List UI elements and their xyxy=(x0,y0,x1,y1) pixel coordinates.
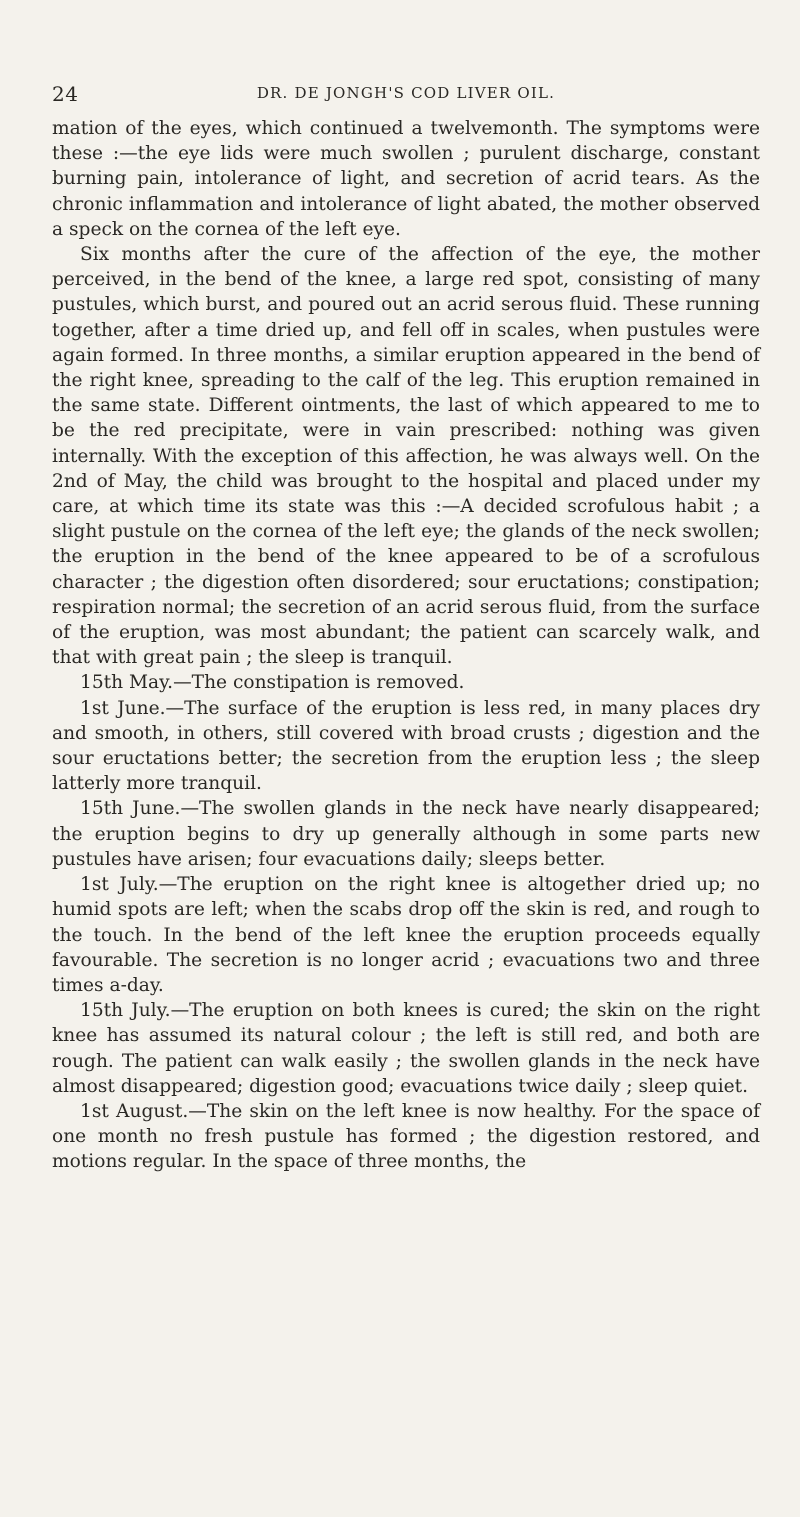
page-number: 24 xyxy=(52,82,79,106)
paragraph: 15th May.—The constipation is removed. xyxy=(80,672,465,694)
running-head: DR. DE JONGH'S COD LIVER OIL. xyxy=(256,84,556,102)
body-text xyxy=(52,116,760,1175)
book-page xyxy=(0,82,800,1517)
paragraph: 1st August.—The skin on the left knee is now healthy. For the space of one month no fresh pustule has formed ; the digestion restored, and motions regular. In the space of three months, the xyxy=(52,1100,760,1173)
paragraph: 15th June.—The swollen glands in the neck have nearly disappeared; the eruption begins to dry up generally although in some parts new pustules have arisen; four evacuations daily; sleeps better. xyxy=(52,798,760,870)
paragraph: mation of the eyes, which continued a twelvemonth. The symptoms were these :—the eye lids were much swollen ; purulent discharge, constant burning pain, intolerance of light, and secretion of acrid tears. As the chronic inflammation and intolerance of light abated, the mother observed a speck on the cornea of the left eye. xyxy=(52,118,760,240)
paragraph: 15th July.—The eruption on both knees is cured; the skin on the right knee has assumed its natural colour ; the left is still red, and both are rough. The patient can walk easily ; the swollen glands in the neck have almost disappeared; digestion good; evacuations twice daily ; sleep quiet. xyxy=(52,1000,760,1097)
page-header xyxy=(52,82,760,112)
paragraph: 1st June.—The surface of the eruption is less red, in many places dry and smooth, in others, still covered with broad crusts ; digestion and the sour eructations better; the secretion from the eruption less ; the sleep latterly more tranquil. xyxy=(52,697,760,795)
paragraph: Six months after the cure of the affection of the eye, the mother perceived, in the bend of the knee, a large red spot, consisting of many pustules, which burst, and poured out an acrid serous fluid. These running together, after a time dried up, and fell off in scales, when pustules were again formed. In three months, a similar eruption appeared in the bend of the right knee, spreading to the calf of the leg. This eruption remained in the same state. Different ointments, the last of which appeared to me to be the red precipitate, were in vain prescribed: nothing was given internally. With the exception of this affection, he was always well. On the 2nd of May, the child was brought to the hospital and placed under my care, at which time its state was this :—A decided scrofulous habit ; a slight pustule on the cornea of the left eye; the glands of the neck swollen; the eruption in the bend of the knee appeared to be of a scrofulous character ; the digestion often disordered; sour eructations; constipation; respiration normal; the secretion of an acrid serous fluid, from the surface of the eruption, was most abundant; the patient can scarcely walk, and that with great pain ; the sleep is tranquil. xyxy=(52,244,760,669)
paragraph: 1st July.—The eruption on the right knee is altogether dried up; no humid spots are left; when the scabs drop off the skin is red, and rough to the touch. In the bend of the left knee the eruption proceeds equally favourable. The secretion is no longer acrid ; evacuations two and three times a-day. xyxy=(52,874,760,996)
